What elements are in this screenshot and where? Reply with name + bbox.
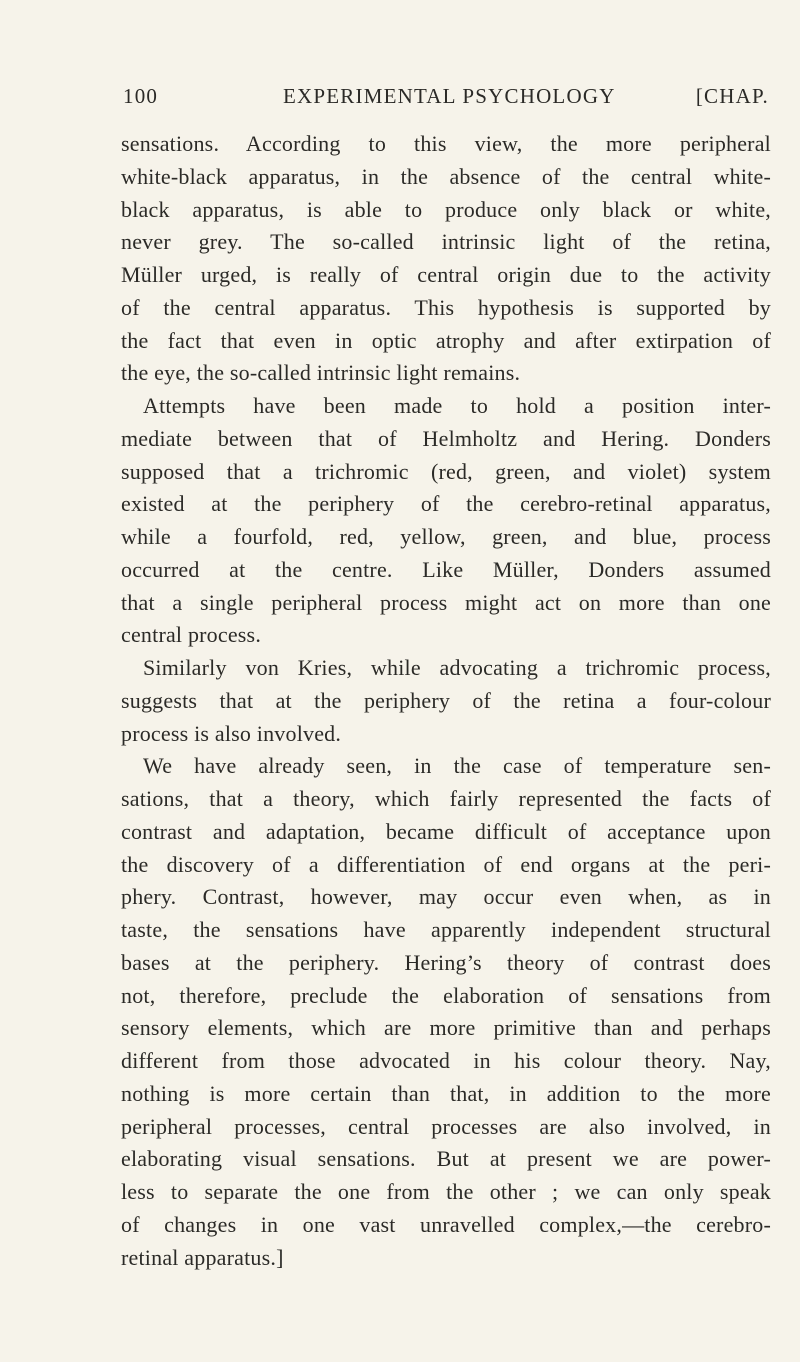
page-number: 100 xyxy=(123,84,159,108)
text-line: black apparatus, is able to produce only black or white, xyxy=(121,196,771,222)
running-title: EXPERIMENTAL PSYCHOLOGY xyxy=(283,84,616,108)
text-line: retinal apparatus.] xyxy=(121,1244,284,1270)
text-line: of the central apparatus. This hypothesis is supported by xyxy=(121,294,771,320)
body-text xyxy=(121,128,771,1274)
text-line: while a fourfold, red, yellow, green, and blue, process xyxy=(121,524,771,549)
text-line: of changes in one vast unravelled complex,—the cerebro- xyxy=(121,1211,771,1237)
text-line: taste, the sensations have apparently independent structural xyxy=(121,917,771,942)
chapter-marker: [CHAP. xyxy=(695,84,769,108)
text-line: Müller urged, is really of central origin due to the activity xyxy=(121,262,771,287)
text-line: the fact that even in optic atrophy and after extirpation of xyxy=(121,327,771,353)
text-line: bases at the periphery. Hering’s theory of contrast does xyxy=(121,949,771,975)
text-line: suggests that at the periphery of the retina a four-colour xyxy=(121,687,771,713)
text-line: We have already seen, in the case of temperature sen- xyxy=(143,753,771,779)
text-line: different from those advocated in his colour theory. Nay, xyxy=(121,1048,771,1073)
text-line: less to separate the one from the other ; we can only speak xyxy=(121,1179,771,1204)
text-line: not, therefore, preclude the elaboration of sensations from xyxy=(121,982,771,1008)
text-line: sations, that a theory, which fairly represented the facts of xyxy=(121,786,771,811)
text-line: that a single peripheral process might act on more than one xyxy=(121,589,771,615)
text-line: phery. Contrast, however, may occur even when, as in xyxy=(121,884,771,910)
text-line: peripheral processes, central processes are also involved, in xyxy=(121,1113,771,1139)
text-line: the eye, the so-called intrinsic light remains. xyxy=(121,360,521,386)
text-line: existed at the periphery of the cerebro-retinal apparatus, xyxy=(121,491,771,517)
text-line: supposed that a trichromic (red, green, and violet) system xyxy=(121,458,771,484)
text-line: white-black apparatus, in the absence of the central white- xyxy=(121,163,771,189)
text-line: sensations. According to this view, the more peripheral xyxy=(121,131,771,156)
text-line: mediate between that of Helmholtz and Hering. Donders xyxy=(121,425,771,451)
text-line: nothing is more certain than that, in addition to the more xyxy=(121,1080,771,1106)
text-line: Attempts have been made to hold a position inter- xyxy=(143,393,771,418)
text-line: occurred at the centre. Like Müller, Donders assumed xyxy=(121,556,771,582)
text-line: the discovery of a differentiation of end organs at the peri- xyxy=(121,851,771,877)
text-line: contrast and adaptation, became difficult of acceptance upon xyxy=(121,818,771,844)
running-head xyxy=(123,84,769,118)
text-line: sensory elements, which are more primitive than and perhaps xyxy=(121,1015,771,1041)
text-line: never grey. The so-called intrinsic light of the retina, xyxy=(121,229,771,255)
text-line: process is also involved. xyxy=(121,720,342,746)
text-line: Similarly von Kries, while advocating a trichromic process, xyxy=(143,655,771,680)
text-line: elaborating visual sensations. But at present we are power- xyxy=(121,1146,771,1172)
text-line: central process. xyxy=(121,622,262,648)
